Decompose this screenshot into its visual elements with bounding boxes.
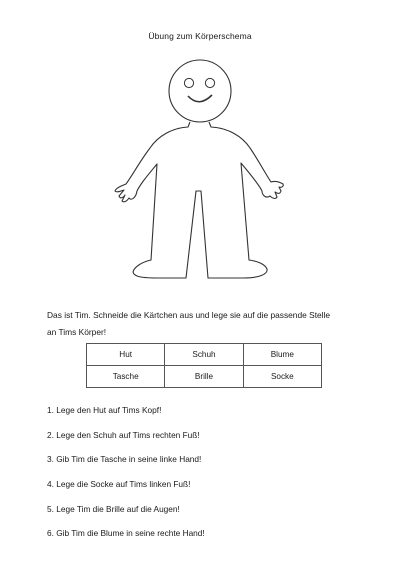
word-cards-table bbox=[86, 343, 322, 388]
table-row bbox=[87, 344, 322, 366]
body-outline bbox=[115, 122, 283, 278]
left-eye bbox=[184, 78, 193, 87]
list-item: 4. Lege die Socke auf Tims linken Fuß! bbox=[47, 479, 191, 490]
task-list bbox=[47, 398, 205, 546]
list-item: 3. Gib Tim die Tasche in seine linke Hand! bbox=[47, 454, 202, 465]
instruction-text bbox=[47, 307, 367, 341]
head-outline bbox=[169, 60, 231, 122]
list-item: 5. Lege Tim die Brille auf die Augen! bbox=[47, 503, 180, 514]
list-item: 1. Lege den Hut auf Tims Kopf! bbox=[47, 405, 162, 415]
card-brille[interactable]: Brille bbox=[165, 366, 243, 388]
right-eye bbox=[205, 78, 214, 87]
page-title: Übung zum Körperschema bbox=[148, 31, 252, 41]
card-hut[interactable]: Hut bbox=[87, 344, 165, 366]
person-outline-icon bbox=[100, 48, 300, 288]
card-schuh[interactable]: Schuh bbox=[165, 344, 243, 366]
instruction-line-2: an Tims Körper! bbox=[47, 327, 107, 337]
instruction-line-1: Das ist Tim. Schneide die Kärtchen aus und lege sie auf die passende Stelle bbox=[47, 310, 331, 320]
table-row bbox=[87, 366, 322, 388]
list-item: 6. Gib Tim die Blume in seine rechte Hand! bbox=[47, 528, 205, 539]
list-item: 2. Lege den Schuh auf Tims rechten Fuß! bbox=[47, 429, 200, 440]
card-socke[interactable]: Socke bbox=[243, 366, 321, 388]
card-blume[interactable]: Blume bbox=[243, 344, 321, 366]
card-tasche[interactable]: Tasche bbox=[87, 366, 165, 388]
mouth bbox=[188, 95, 212, 102]
